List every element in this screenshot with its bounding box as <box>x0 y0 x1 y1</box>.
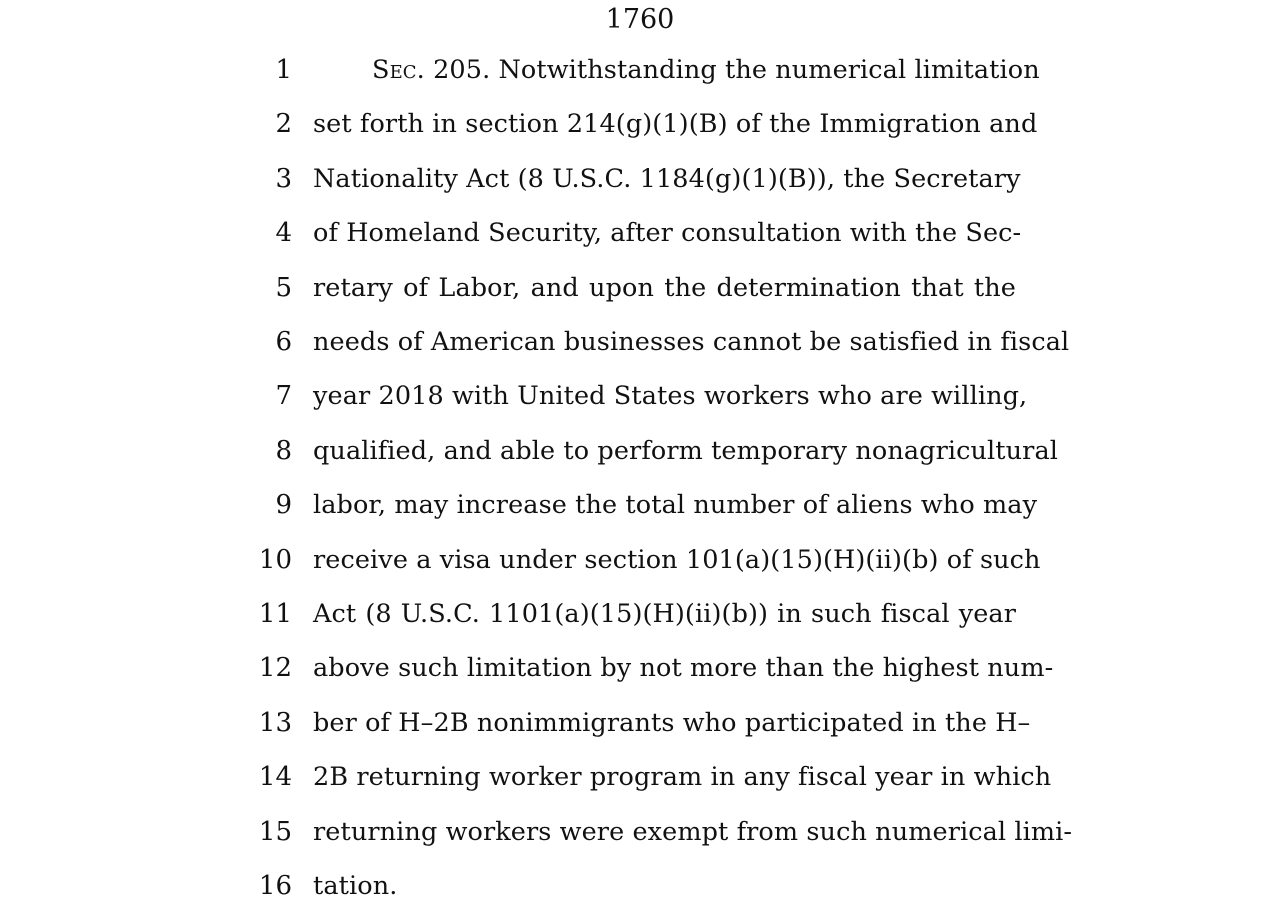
line-number: 2 <box>275 109 292 140</box>
text-line <box>0 542 1280 578</box>
line-text: retary of Labor, and upon the determination that the <box>313 272 1016 303</box>
line-text: above such limitation by not more than the highest num- <box>313 653 1054 684</box>
line-text: returning workers were exempt from such numerical limi- <box>313 816 1073 847</box>
section-number: 205. <box>433 55 491 85</box>
line-number: 8 <box>275 435 292 466</box>
page-number: 1760 <box>605 4 675 35</box>
text-line <box>0 705 1280 741</box>
line-number: 9 <box>275 490 292 521</box>
line-content: Notwithstanding the numerical limitation <box>498 55 1040 85</box>
line-text: set forth in section 214(g)(1)(B) of the Immigration and <box>313 109 1038 140</box>
text-line <box>0 868 1280 904</box>
line-text: 2B returning worker program in any fiscal year in which <box>313 762 1052 793</box>
line-text: of Homeland Security, after consultation with the Sec- <box>313 218 1022 249</box>
line-number: 16 <box>258 871 292 901</box>
line-number: 15 <box>258 816 292 847</box>
text-line <box>0 759 1280 795</box>
section-label: Sec. <box>372 55 425 85</box>
text-line <box>0 814 1280 850</box>
line-number: 6 <box>275 327 292 357</box>
line-text: year 2018 with United States workers who are willing, <box>313 381 1028 412</box>
text-line <box>0 433 1280 469</box>
line-text: labor, may increase the total number of aliens who may <box>313 490 1038 521</box>
text-line <box>0 650 1280 686</box>
text-line <box>0 596 1280 632</box>
text-line <box>0 487 1280 523</box>
line-number: 7 <box>275 381 292 412</box>
line-text: tation. <box>313 871 398 901</box>
line-number: 3 <box>275 163 292 194</box>
text-line <box>0 378 1280 414</box>
line-text: needs of American businesses cannot be satisfied in fiscal <box>313 327 1070 357</box>
text-line <box>0 106 1280 142</box>
line-number: 10 <box>258 544 292 575</box>
line-text <box>372 52 1040 88</box>
line-number: 11 <box>258 599 292 629</box>
line-number: 14 <box>258 762 292 793</box>
line-number: 1 <box>275 55 292 85</box>
line-text: Act (8 U.S.C. 1101(a)(15)(H)(ii)(b)) in such fiscal year <box>313 599 1016 629</box>
line-text: qualified, and able to perform temporary nonagricultural <box>313 435 1059 466</box>
line-number: 13 <box>258 707 292 738</box>
line-number: 5 <box>275 272 292 303</box>
line-number: 12 <box>258 653 292 684</box>
text-line <box>0 52 1280 88</box>
text-line <box>0 215 1280 251</box>
text-line <box>0 161 1280 197</box>
line-text: ber of H–2B nonimmigrants who participated in the H– <box>313 707 1031 738</box>
line-text: Nationality Act (8 U.S.C. 1184(g)(1)(B)), the Secretary <box>313 163 1021 194</box>
line-text: receive a visa under section 101(a)(15)(H)(ii)(b) of such <box>313 544 1041 575</box>
text-line <box>0 324 1280 360</box>
text-line <box>0 270 1280 306</box>
line-number: 4 <box>275 218 292 249</box>
